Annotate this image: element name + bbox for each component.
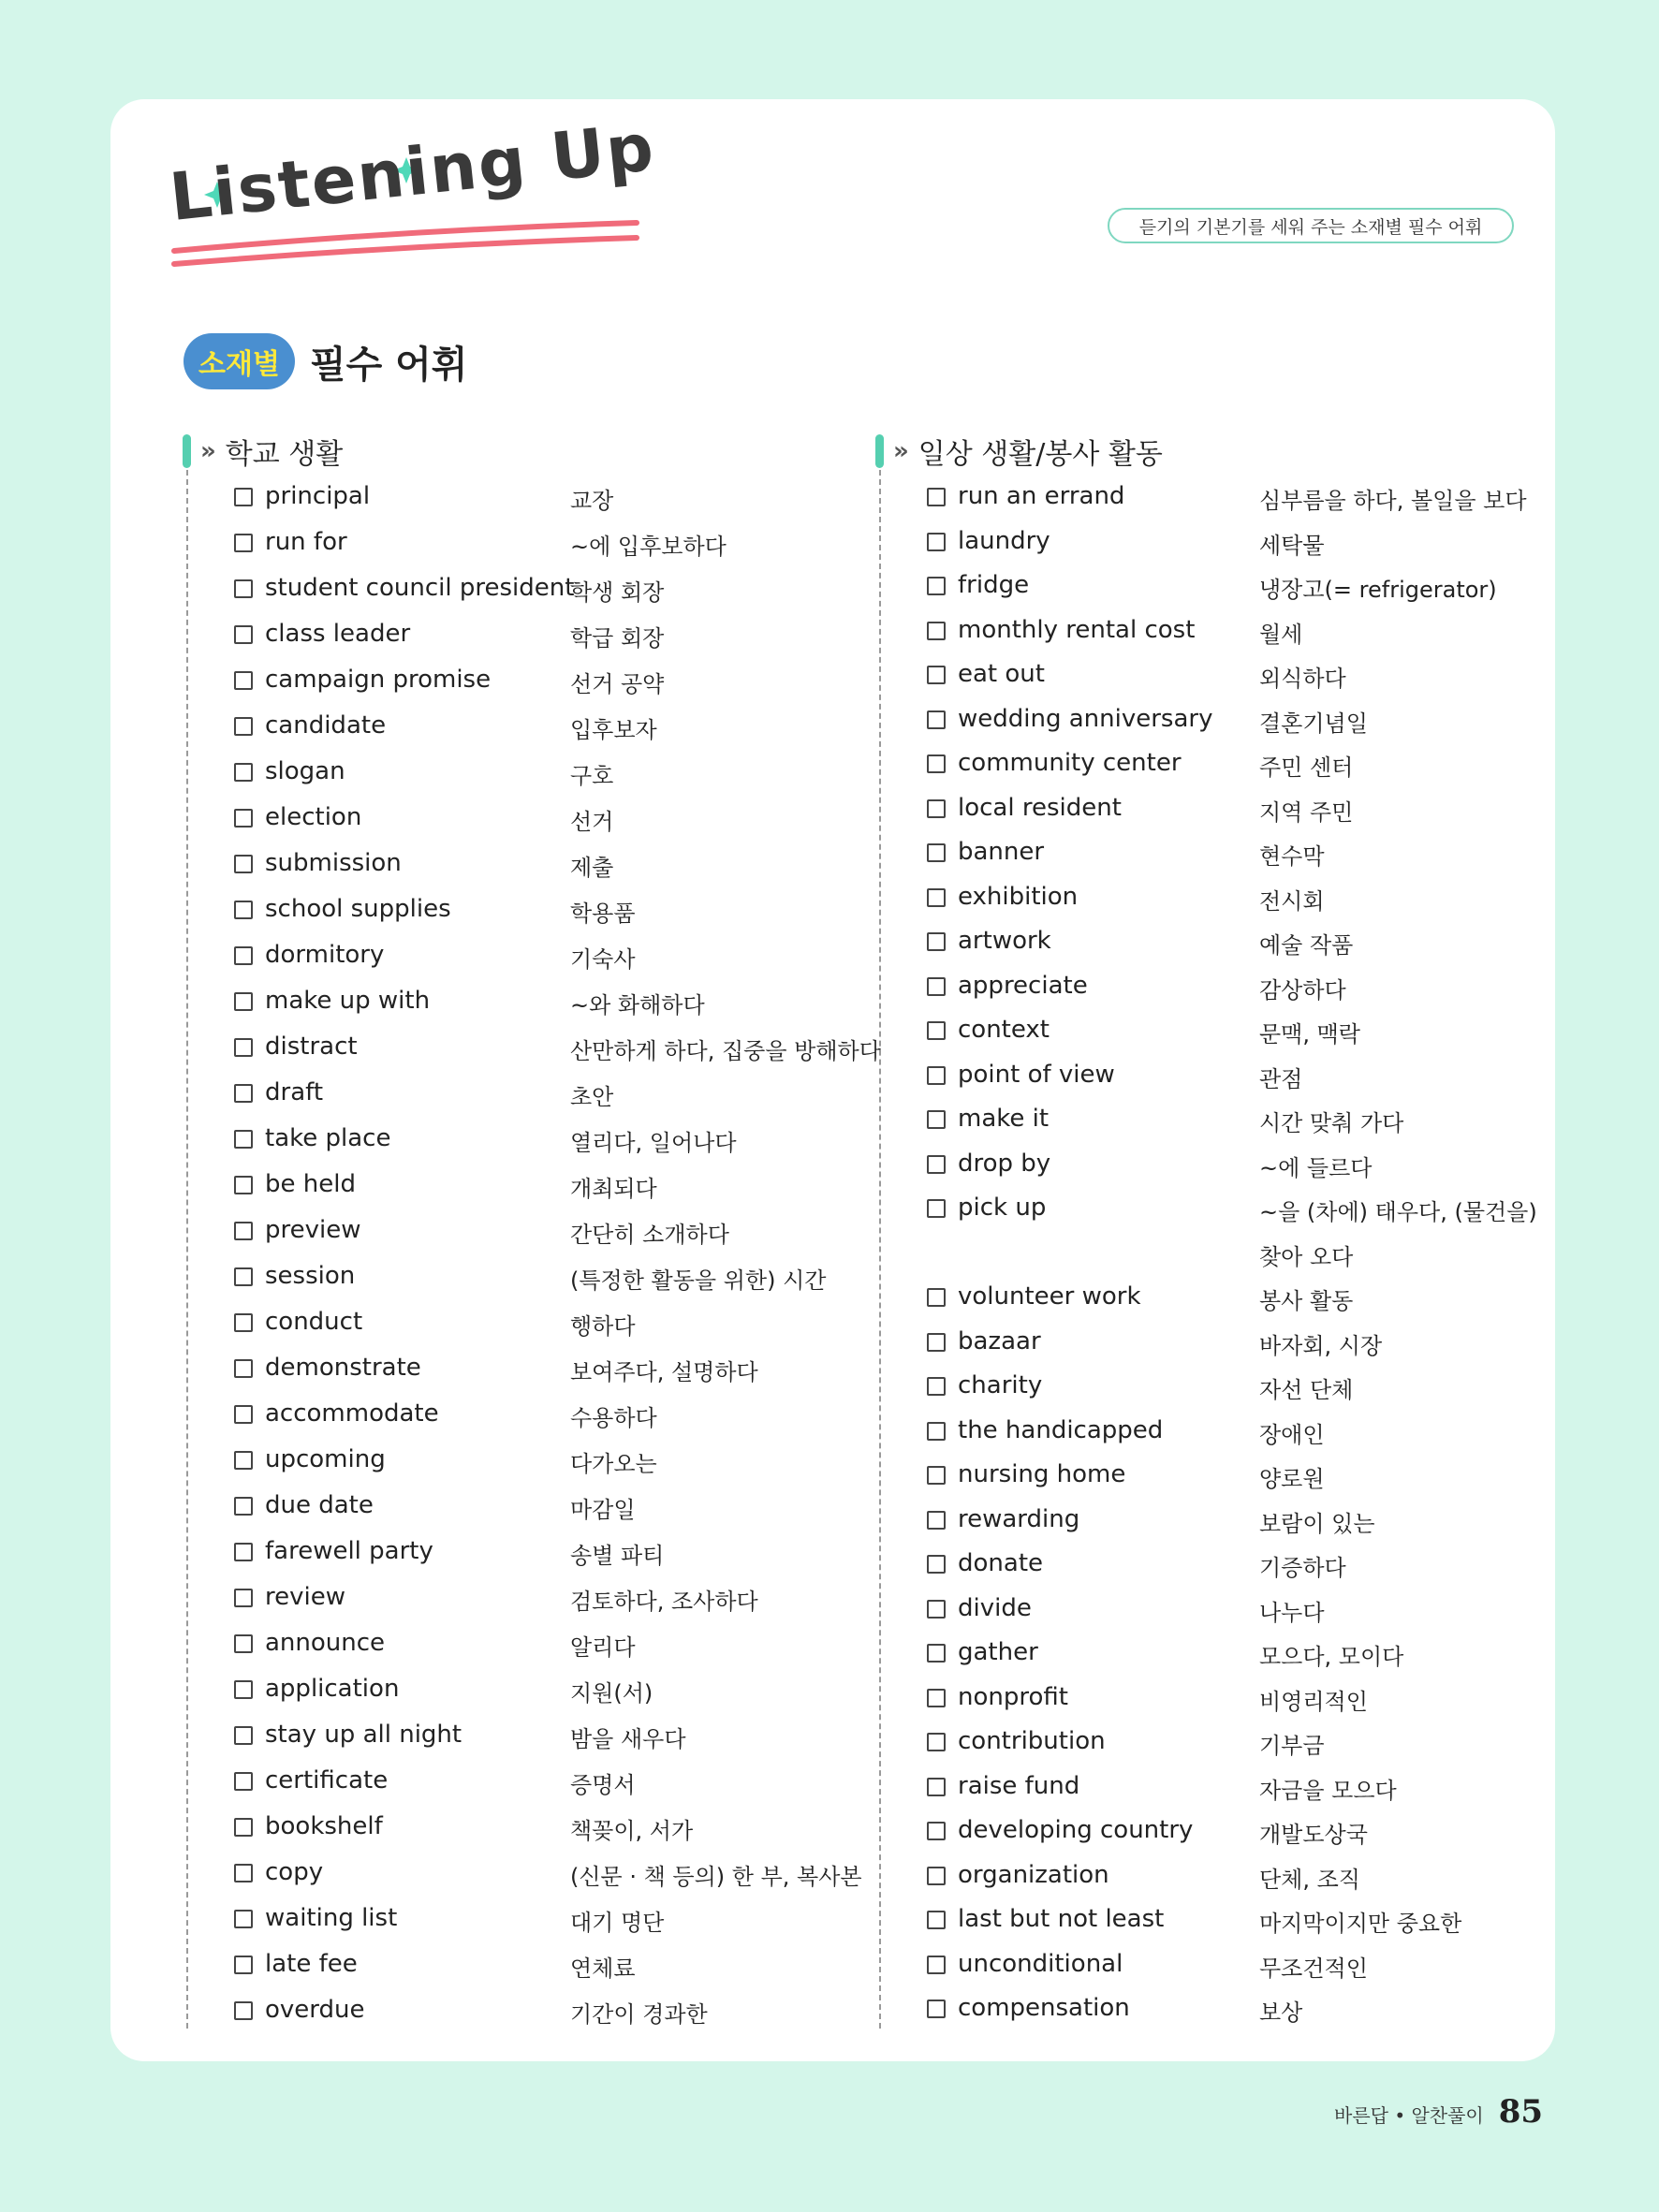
checkbox[interactable] bbox=[927, 1110, 946, 1129]
section-bar-icon bbox=[183, 434, 191, 468]
checkbox[interactable] bbox=[927, 1466, 946, 1485]
vocab-english: student council president bbox=[265, 574, 575, 602]
vocab-english: appreciate bbox=[958, 971, 1088, 1000]
vocab-korean: (신문 · 책 등의) 한 부, 복사본 bbox=[570, 1864, 862, 1890]
section-bar-icon bbox=[875, 434, 884, 468]
vocab-english: waiting list bbox=[265, 1904, 398, 1932]
vocab-korean: 비영리적인 bbox=[1259, 1688, 1368, 1715]
vocab-korean: 보여주다, 설명하다 bbox=[570, 1359, 758, 1385]
checkbox[interactable] bbox=[234, 809, 253, 828]
checkbox[interactable] bbox=[234, 1451, 253, 1470]
checkbox[interactable] bbox=[927, 1956, 946, 1974]
checkbox[interactable] bbox=[927, 977, 946, 996]
checkbox[interactable] bbox=[927, 1867, 946, 1885]
vocab-english: community center bbox=[958, 749, 1182, 777]
section-header bbox=[183, 431, 343, 472]
vocab-korean: 냉장고(= refrigerator) bbox=[1259, 577, 1497, 603]
vocab-english: school supplies bbox=[265, 895, 451, 923]
vocab-english: application bbox=[265, 1675, 400, 1703]
section-header bbox=[875, 431, 1163, 472]
vocab-english: review bbox=[265, 1583, 345, 1611]
vocab-korean: 현수막 bbox=[1259, 843, 1325, 870]
vocab-english: stay up all night bbox=[265, 1721, 462, 1749]
vocab-korean: 산만하게 하다, 집중을 방해하다 bbox=[570, 1038, 881, 1064]
vocab-korean: 다가오는 bbox=[570, 1451, 657, 1477]
checkbox[interactable] bbox=[234, 855, 253, 873]
vocab-english: wedding anniversary bbox=[958, 704, 1213, 733]
vocab-english: context bbox=[958, 1016, 1050, 1044]
vocab-english: contribution bbox=[958, 1727, 1106, 1755]
vocab-korean: ~에 입후보하다 bbox=[570, 534, 727, 560]
checkbox[interactable] bbox=[234, 1634, 253, 1653]
checkbox[interactable] bbox=[927, 843, 946, 862]
vocab-korean: 입후보자 bbox=[570, 717, 657, 743]
left-column bbox=[183, 431, 881, 2028]
section-title: 일상 생활/봉사 활동 bbox=[918, 438, 1163, 471]
checkbox[interactable] bbox=[927, 577, 946, 595]
checkbox[interactable] bbox=[234, 1359, 253, 1378]
vocab-english: session bbox=[265, 1262, 356, 1290]
vocab-english: overdue bbox=[265, 1996, 365, 2024]
vocab-korean: 연체료 bbox=[570, 1956, 636, 1982]
vocab-korean: 마지막이지만 중요한 bbox=[1259, 1911, 1462, 1937]
vocab-english: candidate bbox=[265, 711, 387, 740]
vocab-english: run for bbox=[265, 528, 347, 556]
vocab-korean: 선거 공약 bbox=[570, 671, 665, 697]
checkbox[interactable] bbox=[234, 1818, 253, 1837]
checkbox[interactable] bbox=[927, 1155, 946, 1174]
vocab-korean: 기간이 경과한 bbox=[570, 2001, 708, 2028]
vocab-english: drop by bbox=[958, 1149, 1051, 1178]
vocab-english: eat out bbox=[958, 660, 1045, 688]
vocab-korean: 선거 bbox=[570, 809, 614, 835]
vocab-korean: 증명서 bbox=[570, 1772, 636, 1798]
vocab-korean: ~와 화해하다 bbox=[570, 992, 705, 1018]
vocab-english: slogan bbox=[265, 757, 345, 785]
vocab-korean: 월세 bbox=[1259, 621, 1303, 648]
vocab-english: distract bbox=[265, 1033, 358, 1061]
vocab-korean: ~에 들르다 bbox=[1259, 1154, 1373, 1181]
checkbox[interactable] bbox=[234, 1222, 253, 1240]
section-title: 학교 생활 bbox=[225, 438, 344, 471]
vocab-korean: 책꽂이, 서가 bbox=[570, 1818, 694, 1844]
vocab-english: exhibition bbox=[958, 882, 1079, 911]
vocab-title bbox=[184, 333, 467, 389]
vocab-korean: 지역 주민 bbox=[1259, 798, 1354, 826]
vocab-korean: (특정한 활동을 위한) 시간 bbox=[570, 1267, 827, 1294]
left-dashed-line bbox=[186, 470, 188, 2029]
vocab-english: last but not least bbox=[958, 1905, 1165, 1933]
checkbox[interactable] bbox=[927, 622, 946, 640]
vocab-korean: 보람이 있는 bbox=[1259, 1510, 1375, 1537]
vocab-korean: 학용품 bbox=[570, 901, 636, 927]
vocab-english: local resident bbox=[958, 793, 1122, 822]
vocab-korean: 개최되다 bbox=[570, 1176, 657, 1202]
checkbox[interactable] bbox=[234, 717, 253, 736]
vocab-english: announce bbox=[265, 1629, 386, 1657]
vocab-korean: 송별 파티 bbox=[570, 1543, 665, 1569]
vocab-english: rewarding bbox=[958, 1504, 1080, 1533]
vocab-korean: 기증하다 bbox=[1259, 1555, 1346, 1581]
vocab-english: volunteer work bbox=[958, 1282, 1141, 1311]
vocab-korean: 검토하다, 조사하다 bbox=[570, 1589, 758, 1615]
vocab-korean: 봉사 활동 bbox=[1259, 1288, 1354, 1314]
checkbox[interactable] bbox=[234, 671, 253, 690]
checkbox[interactable] bbox=[927, 1333, 946, 1352]
vocab-english: organization bbox=[958, 1860, 1109, 1889]
vocab-korean: 열리다, 일어나다 bbox=[570, 1130, 737, 1156]
vocab-korean: 행하다 bbox=[570, 1313, 636, 1340]
checkbox[interactable] bbox=[927, 1288, 946, 1307]
checkbox[interactable] bbox=[234, 1680, 253, 1699]
checkbox[interactable] bbox=[927, 888, 946, 907]
vocab-english: certificate bbox=[265, 1766, 389, 1795]
vocab-korean: 보상 bbox=[1259, 2000, 1303, 2026]
vocab-english: point of view bbox=[958, 1060, 1115, 1089]
vocab-korean: 제출 bbox=[570, 855, 614, 881]
checkbox[interactable] bbox=[927, 1066, 946, 1085]
vocab-english: bazaar bbox=[958, 1326, 1041, 1355]
vocab-english: developing country bbox=[958, 1816, 1194, 1844]
checkbox[interactable] bbox=[927, 1377, 946, 1396]
right-dashed-line bbox=[879, 470, 881, 2029]
vocab-korean: 결혼기념일 bbox=[1259, 710, 1368, 737]
vocab-korean: 기숙사 bbox=[570, 946, 636, 973]
vocab-english: banner bbox=[958, 838, 1045, 866]
vocab-english: artwork bbox=[958, 927, 1051, 955]
vocab-korean: 바자회, 시장 bbox=[1259, 1332, 1383, 1359]
vocab-english: preview bbox=[265, 1216, 361, 1244]
checkbox[interactable] bbox=[927, 1199, 946, 1218]
vocab-korean: 감상하다 bbox=[1259, 976, 1346, 1003]
checkbox[interactable] bbox=[927, 1021, 946, 1040]
double-chevron-icon: » bbox=[893, 437, 909, 465]
checkbox[interactable] bbox=[927, 1778, 946, 1796]
vocab-korean: 마감일 bbox=[570, 1497, 636, 1523]
checkbox[interactable] bbox=[927, 488, 946, 506]
vocab-english: class leader bbox=[265, 620, 411, 648]
right-column bbox=[875, 431, 1537, 2026]
vocab-korean: 교장 bbox=[570, 488, 614, 514]
vocab-english: make up with bbox=[265, 987, 431, 1015]
vocab-english: take place bbox=[265, 1124, 391, 1152]
vocab-korean: 양로원 bbox=[1259, 1466, 1325, 1492]
vocab-english: nonprofit bbox=[958, 1682, 1068, 1711]
checkbox[interactable] bbox=[234, 1176, 253, 1194]
vocab-korean: 간단히 소개하다 bbox=[570, 1222, 729, 1248]
vocab-korean: 자금을 모으다 bbox=[1259, 1777, 1397, 1804]
vocab-korean: 개발도상국 bbox=[1259, 1822, 1368, 1848]
vocab-english: divide bbox=[958, 1593, 1032, 1622]
checkbox[interactable] bbox=[927, 932, 946, 951]
vocab-korean: 주민 센터 bbox=[1259, 754, 1354, 781]
vocab-english: be held bbox=[265, 1170, 356, 1198]
vocab-korean: 장애인 bbox=[1259, 1421, 1325, 1448]
vocab-korean: 학생 회장 bbox=[570, 579, 665, 606]
checkbox[interactable] bbox=[927, 799, 946, 818]
vocab-english: laundry bbox=[958, 526, 1050, 555]
checkbox[interactable] bbox=[234, 1267, 253, 1286]
checkbox[interactable] bbox=[927, 1644, 946, 1663]
checkbox[interactable] bbox=[234, 1864, 253, 1882]
vocab-korean: 자선 단체 bbox=[1259, 1377, 1354, 1403]
vocab-korean: 학급 회장 bbox=[570, 625, 665, 652]
vocab-korean: 단체, 조직 bbox=[1259, 1866, 1360, 1893]
checkbox[interactable] bbox=[927, 1600, 946, 1619]
checkbox[interactable] bbox=[927, 1822, 946, 1840]
checkbox[interactable] bbox=[234, 625, 253, 644]
checkbox[interactable] bbox=[234, 763, 253, 782]
vocab-korean: 무조건적인 bbox=[1259, 1955, 1368, 1982]
vocab-badge: 소재별 bbox=[184, 333, 295, 389]
logo-text: Listening Up bbox=[166, 109, 659, 236]
vocab-english: bookshelf bbox=[265, 1812, 383, 1840]
vocab-english: make it bbox=[958, 1105, 1050, 1133]
vocab-korean: 관점 bbox=[1259, 1065, 1303, 1092]
checkbox[interactable] bbox=[234, 1543, 253, 1561]
checkbox[interactable] bbox=[927, 754, 946, 773]
checkbox[interactable] bbox=[234, 1313, 253, 1332]
vocab-korean: 모으다, 모이다 bbox=[1259, 1644, 1404, 1670]
vocab-english: copy bbox=[265, 1858, 324, 1886]
vocab-english: run an errand bbox=[958, 482, 1125, 510]
checkbox[interactable] bbox=[234, 534, 253, 552]
vocab-korean: 전시회 bbox=[1259, 887, 1325, 915]
vocab-korean-continued: 찾아 오다 bbox=[1259, 1244, 1354, 1270]
vocab-korean: 심부름을 하다, 볼일을 보다 bbox=[1259, 488, 1527, 514]
vocab-english: demonstrate bbox=[265, 1354, 421, 1382]
vocab-english: nursing home bbox=[958, 1460, 1126, 1488]
vocab-english: fridge bbox=[958, 571, 1030, 599]
vocab-english: upcoming bbox=[265, 1445, 386, 1473]
vocab-english: compensation bbox=[958, 1994, 1130, 2022]
checkbox[interactable] bbox=[234, 1772, 253, 1791]
double-chevron-icon: » bbox=[200, 437, 216, 465]
checkbox[interactable] bbox=[234, 1589, 253, 1607]
checkbox[interactable] bbox=[927, 1555, 946, 1574]
checkbox[interactable] bbox=[234, 1910, 253, 1928]
checkbox[interactable] bbox=[234, 1084, 253, 1103]
vocab-korean: 문맥, 맥락 bbox=[1259, 1021, 1360, 1047]
checkbox[interactable] bbox=[927, 1689, 946, 1707]
subtitle-badge: 듣기의 기본기를 세워 주는 소재별 필수 어휘 bbox=[1108, 208, 1514, 243]
vocab-english: raise fund bbox=[958, 1771, 1080, 1800]
page-footer bbox=[1334, 2093, 1543, 2131]
vocab-korean: 세탁물 bbox=[1259, 532, 1325, 559]
vocab-korean: 수용하다 bbox=[570, 1405, 657, 1431]
vocab-english: draft bbox=[265, 1078, 324, 1106]
checkbox[interactable] bbox=[234, 579, 253, 598]
checkbox[interactable] bbox=[927, 710, 946, 729]
checkbox[interactable] bbox=[927, 1733, 946, 1751]
vocab-english: late fee bbox=[265, 1950, 358, 1978]
checkbox[interactable] bbox=[234, 2001, 253, 2020]
vocab-korean: 기부금 bbox=[1259, 1733, 1325, 1759]
vocab-korean: 구호 bbox=[570, 763, 614, 789]
checkbox[interactable] bbox=[234, 488, 253, 506]
checkbox[interactable] bbox=[927, 1422, 946, 1441]
checkbox[interactable] bbox=[234, 946, 253, 965]
vocab-korean: 초안 bbox=[570, 1084, 614, 1110]
vocab-korean: 알리다 bbox=[570, 1634, 636, 1661]
checkbox[interactable] bbox=[234, 1497, 253, 1516]
checkbox[interactable] bbox=[234, 901, 253, 919]
vocab-korean: 나누다 bbox=[1259, 1599, 1325, 1626]
checkbox[interactable] bbox=[234, 1726, 253, 1745]
vocab-main-title: 필수 어휘 bbox=[309, 343, 468, 387]
vocab-english: dormitory bbox=[265, 941, 385, 969]
vocab-english: monthly rental cost bbox=[958, 615, 1196, 644]
vocab-english: election bbox=[265, 803, 362, 831]
checkbox[interactable] bbox=[234, 1038, 253, 1057]
vocab-korean: 대기 명단 bbox=[570, 1910, 665, 1936]
vocab-korean: 예술 작품 bbox=[1259, 932, 1354, 959]
vocab-korean: 외식하다 bbox=[1259, 666, 1346, 692]
checkbox[interactable] bbox=[927, 1511, 946, 1530]
checkbox[interactable] bbox=[234, 1956, 253, 1974]
vocab-korean: ~을 (차에) 태우다, (물건을) bbox=[1259, 1199, 1537, 1225]
vocab-english: gather bbox=[958, 1638, 1038, 1666]
vocab-english: charity bbox=[958, 1371, 1043, 1399]
vocab-english: unconditional bbox=[958, 1949, 1123, 1978]
page-number: 85 bbox=[1498, 2093, 1544, 2131]
checkbox[interactable] bbox=[927, 666, 946, 684]
vocab-english: donate bbox=[958, 1549, 1044, 1577]
listening-up-logo bbox=[166, 109, 659, 290]
checkbox[interactable] bbox=[927, 1911, 946, 1929]
vocab-english: the handicapped bbox=[958, 1415, 1164, 1444]
checkbox[interactable] bbox=[927, 533, 946, 551]
vocab-korean: 시간 맞춰 가다 bbox=[1259, 1110, 1404, 1136]
vocab-english: pick up bbox=[958, 1194, 1047, 1222]
vocab-english: accommodate bbox=[265, 1399, 439, 1428]
vocab-english: farewell party bbox=[265, 1537, 433, 1565]
vocab-english: principal bbox=[265, 482, 371, 510]
vocab-korean: 밤을 새우다 bbox=[570, 1726, 686, 1752]
vocab-english: submission bbox=[265, 849, 402, 877]
checkbox[interactable] bbox=[927, 2000, 946, 2018]
vocab-english: due date bbox=[265, 1491, 374, 1519]
vocab-english: campaign promise bbox=[265, 666, 492, 694]
vocab-english: conduct bbox=[265, 1308, 363, 1336]
footer-label: 바른답 • 알찬풀이 bbox=[1334, 2104, 1484, 2127]
checkbox[interactable] bbox=[234, 992, 253, 1011]
checkbox[interactable] bbox=[234, 1130, 253, 1149]
vocab-korean: 지원(서) bbox=[570, 1680, 653, 1707]
checkbox[interactable] bbox=[234, 1405, 253, 1424]
